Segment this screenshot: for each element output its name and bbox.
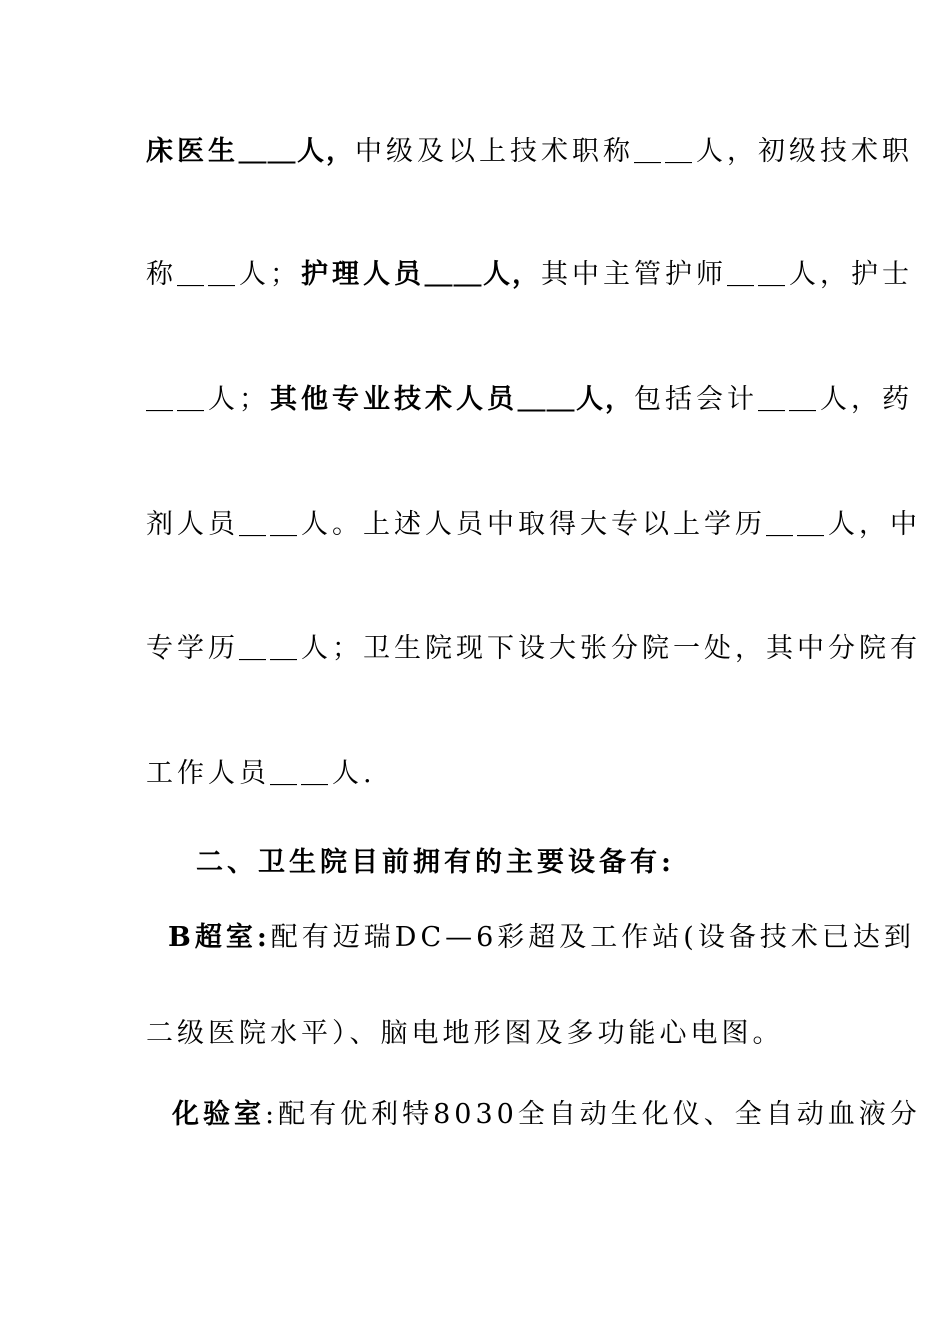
text-bold-blank: ＿＿人， — [239, 136, 355, 167]
text-normal: 配有迈瑞DC—6彩超及工作站(设备技术已达到 — [270, 922, 915, 953]
paragraph-line-3 — [146, 383, 913, 417]
text-bold-nursing-staff: 护理人员 — [301, 259, 425, 290]
text-bold-doctor: 床医生 — [146, 136, 239, 167]
text-bold-other-staff: 其他专业技术人员 — [270, 384, 518, 415]
paragraph-line-lab — [172, 1098, 921, 1132]
paragraph-line-5: 专学历＿＿人；卫生院现下设大张分院一处，其中分院有 — [146, 633, 921, 664]
paragraph-line-6: 工作人员＿＿人. — [146, 758, 376, 789]
paragraph-line-2 — [146, 258, 913, 292]
paragraph-line-4: 剂人员＿＿人。上述人员中取得大专以上学历＿＿人，中 — [146, 509, 921, 540]
text-normal: 包括会计＿＿人，药 — [634, 384, 913, 415]
text-normal: 称＿＿人； — [146, 259, 301, 290]
paragraph-line-1 — [146, 135, 913, 169]
label-b-ultrasound-room: B超室: — [168, 922, 271, 953]
text-normal: 其中主管护师＿＿人，护士 — [541, 259, 913, 290]
text-normal: ＿＿人； — [146, 384, 270, 415]
label-laboratory: 化验室 — [172, 1099, 265, 1130]
text-bold-blank: ＿＿人， — [518, 384, 634, 415]
section-heading-equipment: 二、卫生院目前拥有的主要设备有: — [196, 847, 675, 878]
text-normal: :配有优利特8030全自动生化仪、全自动血液分 — [265, 1099, 921, 1130]
paragraph-line-9: 二级医院水平）、脑电地形图及多功能心电图。 — [146, 1018, 784, 1049]
text-normal: 中级及以上技术职称＿＿人，初级技术职 — [355, 136, 913, 167]
paragraph-line-b-ultrasound — [168, 921, 915, 955]
text-bold-blank: ＿＿人， — [425, 259, 541, 290]
